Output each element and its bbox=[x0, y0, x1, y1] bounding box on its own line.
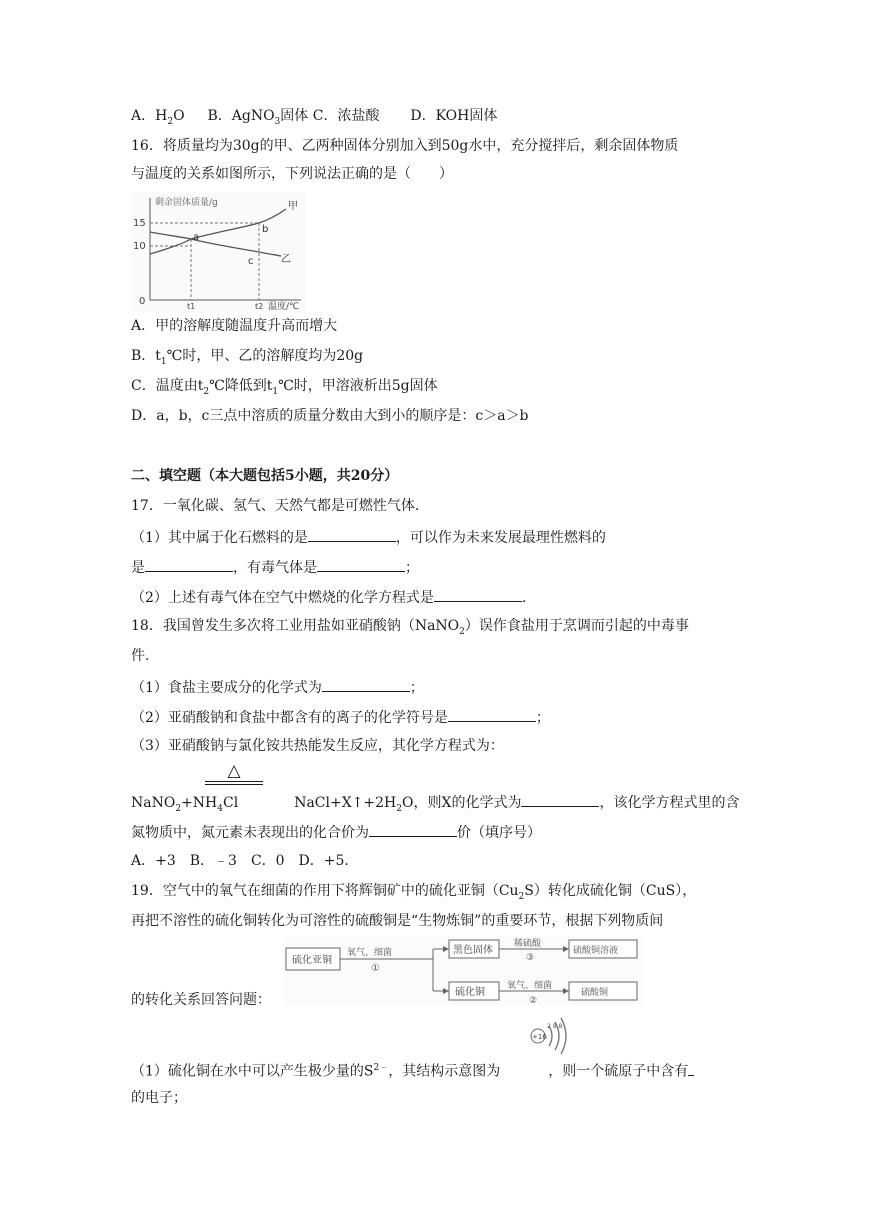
q18-blank-x-formula[interactable] bbox=[521, 791, 599, 807]
q18-part3: （3）亚硝酸钠与氯化铵共热能发生反应，其化学方程式为： bbox=[131, 738, 504, 754]
svg-text:②: ② bbox=[529, 996, 538, 1005]
series-jia-label: 甲 bbox=[288, 201, 298, 212]
q16-stem-line1: 16．将质量均为30g的甲、乙两种固体分别加入到50g水中，充分搅拌后，剩余固体物质 bbox=[131, 138, 679, 154]
conversion-flow-diagram bbox=[283, 937, 643, 1005]
svg-text:稀硫酸: 稀硫酸 bbox=[514, 939, 542, 949]
svg-text:氧气、细菌: 氧气、细菌 bbox=[507, 981, 553, 991]
svg-text:硫化铜: 硫化铜 bbox=[455, 987, 485, 998]
q17-part2: （2）上述有毒气体在空气中燃烧的化学方程式是 . bbox=[131, 586, 526, 608]
q17-blank-ideal-fuel[interactable] bbox=[145, 556, 233, 572]
point-c: c bbox=[248, 256, 254, 267]
q19-line2: 再把不溶性的硫化铜转化为可溶性的硫酸铜是“生物炼铜”的重要环节，根据下列物质间 bbox=[131, 913, 664, 929]
q18-part2: （2）亚硝酸钠和食盐中都含有的离子的化学符号是 ； bbox=[131, 706, 550, 728]
q17-part1-line1: （1）其中属于化石燃料的是 ，可以作为未来发展最理性燃料的 bbox=[131, 526, 606, 548]
q18-blank-valence[interactable] bbox=[369, 821, 457, 837]
q19-line3: 的转化关系回答问题： bbox=[131, 992, 271, 1008]
q15-options: A．$H_2O$ B．AgNO$_3$固体 C．浓盐酸 D．KOH固体 bbox=[131, 108, 498, 127]
y-tick-10: 10 bbox=[133, 241, 146, 252]
q17-intro: 17．一氧化碳、氢气、天然气都是可燃性气体. bbox=[131, 498, 420, 514]
q19-part1-line1: （1）硫化铜在水中可以产生极少量的$S^{2﹣}$，其结构示意图为 ，则一个硫原子中含有 bbox=[131, 1058, 694, 1082]
y-tick-0: 0 bbox=[139, 296, 146, 307]
q16-stem-line2: 与温度的关系如图所示，下列说法正确的是（ ） bbox=[131, 166, 453, 182]
q18-intro-line2: 件. bbox=[131, 648, 150, 664]
q17-blank-equation[interactable] bbox=[434, 586, 522, 602]
q19-part1-line2: 的电子； bbox=[131, 1090, 187, 1106]
q16-option-d: D．a，b，c三点中溶质的质量分数由大到小的顺序是：c＞a＞b bbox=[131, 408, 529, 424]
heat-symbol: △ bbox=[227, 761, 241, 781]
y-tick-15: 15 bbox=[133, 218, 146, 229]
section-heading: 二、填空题（本大题包括5小题，共20分） bbox=[131, 468, 399, 484]
svg-text:③: ③ bbox=[526, 953, 535, 963]
svg-text:+16: +16 bbox=[532, 1033, 547, 1041]
svg-text:①: ① bbox=[371, 963, 380, 974]
q19-blank-electron-count[interactable] bbox=[688, 1060, 694, 1076]
q19-line1: 19．空气中的氧气在细菌的作用下将辉铜矿中的硫化亚铜$(Cu_2S)$转化成硫化铜（CuS）， bbox=[131, 883, 697, 902]
solubility-chart bbox=[131, 192, 306, 312]
svg-text:硫酸铜溶液: 硫酸铜溶液 bbox=[573, 946, 619, 956]
q17-blank-fossil-fuel[interactable] bbox=[308, 526, 396, 542]
point-b: b bbox=[262, 224, 269, 235]
svg-text:黑色固体: 黑色固体 bbox=[453, 945, 493, 956]
x-tick-t1: t1 bbox=[187, 302, 196, 311]
q18-options: A．+3 B．﹣3 C．0 D．+5. bbox=[131, 853, 349, 869]
q17-blank-toxic-gas[interactable] bbox=[317, 556, 405, 572]
x-tick-t2: t2 bbox=[255, 302, 264, 311]
q16-option-a: A．甲的溶解度随温度升高而增大 bbox=[131, 318, 338, 334]
svg-text:硫化亚铜: 硫化亚铜 bbox=[292, 955, 332, 966]
q18-part1: （1）食盐主要成分的化学式为 ； bbox=[131, 676, 424, 698]
q18-blank-salt-formula[interactable] bbox=[322, 676, 410, 692]
q16-option-b: B．$t_1℃$时，甲、乙的溶解度均为20g bbox=[131, 348, 364, 367]
chart-ylabel: 剩余固体质量/g bbox=[155, 198, 218, 208]
q18-intro-line1: 18．我国曾发生多次将工业用盐如亚硝酸钠（NaNO$_2$）误作食盐用于烹调而引起的中毒事 bbox=[131, 618, 689, 637]
reaction-condition bbox=[205, 762, 263, 785]
point-a: a bbox=[193, 232, 200, 243]
svg-text:硫酸铜: 硫酸铜 bbox=[581, 988, 609, 998]
series-yi-label: 乙 bbox=[281, 254, 291, 265]
q18-equation-line: $NaNO_2+NH_4Cl$ $NaCl+X↑+2H_2O$，则X的化学式为 ，该化学方程式里的含 bbox=[131, 791, 739, 819]
svg-text:氧气、细菌: 氧气、细菌 bbox=[347, 948, 393, 958]
chart-xlabel: 温度/℃ bbox=[268, 302, 300, 312]
svg-text:2 8 8: 2 8 8 bbox=[547, 1023, 563, 1030]
q16-option-c: C．温度由$t_2℃$降低到$t_1℃$时，甲溶液析出5g固体 bbox=[131, 378, 438, 397]
q18-blank-common-ion[interactable] bbox=[448, 706, 536, 722]
q17-part1-line2: 是 ，有毒气体是 ； bbox=[131, 556, 419, 578]
q18-valence-line: 氮物质中，氮元素未表现出的化合价为 价（填序号） bbox=[131, 821, 541, 843]
